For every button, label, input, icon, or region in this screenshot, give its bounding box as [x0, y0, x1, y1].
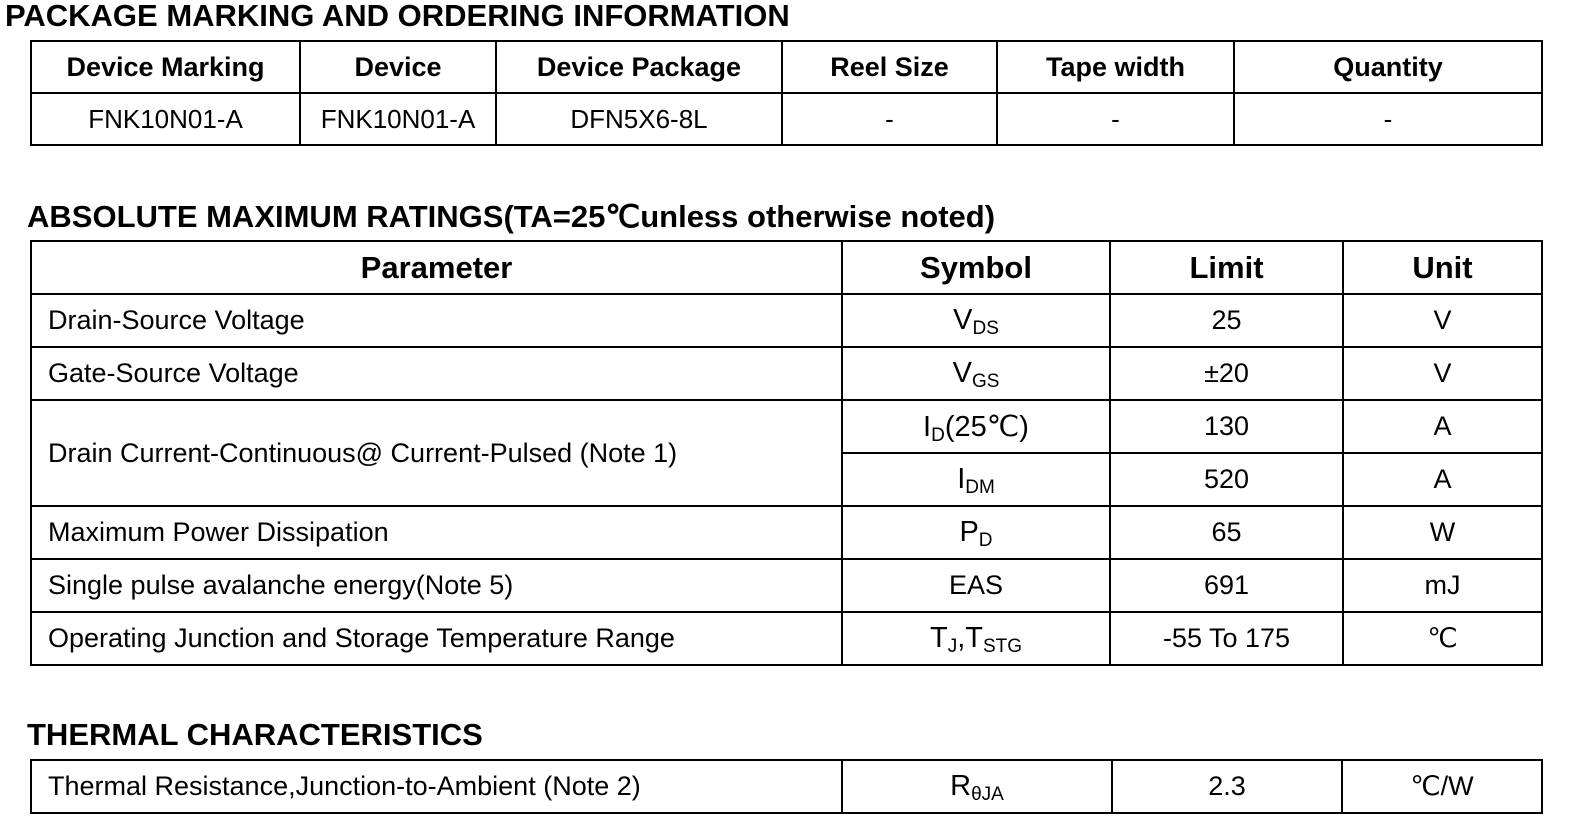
table-row: [31, 612, 1542, 665]
header-device-marking: Device Marking: [31, 41, 300, 93]
absolute-max-ratings-table: [30, 240, 1543, 666]
unit-cell: V: [1343, 347, 1542, 400]
table-row: [31, 400, 1542, 453]
unit-cell: mJ: [1343, 559, 1542, 612]
limit-cell: 130: [1110, 400, 1343, 453]
cell-device-package: DFN5X6-8L: [496, 93, 782, 145]
param-cell: Drain Current-Continuous@ Current-Pulsed (Note 1): [31, 400, 842, 506]
package-section-title: PACKAGE MARKING AND ORDERING INFORMATION: [5, 0, 790, 33]
unit-cell: ℃/W: [1342, 760, 1542, 813]
table-row: [31, 559, 1542, 612]
param-cell: Single pulse avalanche energy(Note 5): [31, 559, 842, 612]
limit-cell: 691: [1110, 559, 1343, 612]
limit-cell: 25: [1110, 294, 1343, 347]
header-limit: Limit: [1110, 241, 1343, 294]
unit-cell: A: [1343, 453, 1542, 506]
symbol-main: T: [929, 622, 948, 654]
limit-cell: ±20: [1110, 347, 1343, 400]
table-row: [31, 347, 1542, 400]
header-symbol: Symbol: [842, 241, 1110, 294]
table-header-row: [31, 241, 1542, 294]
cell-device: FNK10N01-A: [300, 93, 496, 145]
limit-cell: 520: [1110, 453, 1343, 506]
unit-cell: ℃: [1343, 612, 1542, 665]
ratings-section-title: ABSOLUTE MAXIMUM RATINGS(TA=25℃unless otherwise noted): [27, 199, 996, 234]
limit-cell: 2.3: [1112, 760, 1342, 813]
param-cell: Gate-Source Voltage: [31, 347, 842, 400]
symbol-main: I: [957, 463, 966, 495]
symbol-cell: [842, 506, 1110, 559]
symbol-main: EAS: [948, 570, 1004, 600]
symbol-cell: [842, 347, 1110, 400]
param-cell: Maximum Power Dissipation: [31, 506, 842, 559]
symbol-cell: [842, 400, 1110, 453]
symbol-cell: [842, 294, 1110, 347]
table-row: [31, 760, 1542, 813]
header-quantity: Quantity: [1234, 41, 1542, 93]
header-parameter: Parameter: [31, 241, 842, 294]
symbol-subscript: D: [978, 530, 993, 551]
table-row: [31, 294, 1542, 347]
symbol-subscript: D: [931, 425, 945, 446]
thermal-section-title: THERMAL CHARACTERISTICS: [27, 717, 483, 752]
header-reel-size: Reel Size: [782, 41, 997, 93]
table-row: [31, 506, 1542, 559]
param-cell: Operating Junction and Storage Temperature Range: [31, 612, 842, 665]
symbol-suffix: (25℃): [944, 411, 1029, 443]
thermal-characteristics-table: [30, 759, 1543, 814]
param-cell: Drain-Source Voltage: [31, 294, 842, 347]
table-header-row: [31, 41, 1542, 93]
symbol-cell: [842, 453, 1110, 506]
symbol-subscript: GS: [971, 371, 1000, 392]
unit-cell: A: [1343, 400, 1542, 453]
header-device: Device: [300, 41, 496, 93]
unit-cell: V: [1343, 294, 1542, 347]
header-device-package: Device Package: [496, 41, 782, 93]
symbol-subscript: DM: [965, 477, 995, 498]
symbol-main: P: [959, 516, 979, 548]
symbol-subscript: θJA: [971, 784, 1004, 805]
symbol-subscript: DS: [972, 318, 999, 339]
symbol-cell: [842, 559, 1110, 612]
symbol-cell: [842, 612, 1110, 665]
symbol-cell: [842, 760, 1112, 813]
cell-device-marking: FNK10N01-A: [31, 93, 300, 145]
cell-quantity: -: [1234, 93, 1542, 145]
cell-reel-size: -: [782, 93, 997, 145]
symbol-main: I: [923, 411, 932, 443]
param-cell: Thermal Resistance,Junction-to-Ambient (Note 2): [31, 760, 842, 813]
cell-tape-width: -: [997, 93, 1234, 145]
package-ordering-table: [30, 40, 1543, 146]
limit-cell: 65: [1110, 506, 1343, 559]
symbol-main: V: [953, 304, 973, 336]
symbol-main: V: [952, 357, 972, 389]
unit-cell: W: [1343, 506, 1542, 559]
symbol-main: R: [950, 770, 972, 802]
header-tape-width: Tape width: [997, 41, 1234, 93]
limit-cell: -55 To 175: [1110, 612, 1343, 665]
symbol-subscript: J: [947, 636, 958, 657]
symbol-subscript-2: STG: [982, 636, 1023, 657]
symbol-main-2: ,T: [957, 622, 983, 654]
table-row: [31, 93, 1542, 145]
header-unit: Unit: [1343, 241, 1542, 294]
